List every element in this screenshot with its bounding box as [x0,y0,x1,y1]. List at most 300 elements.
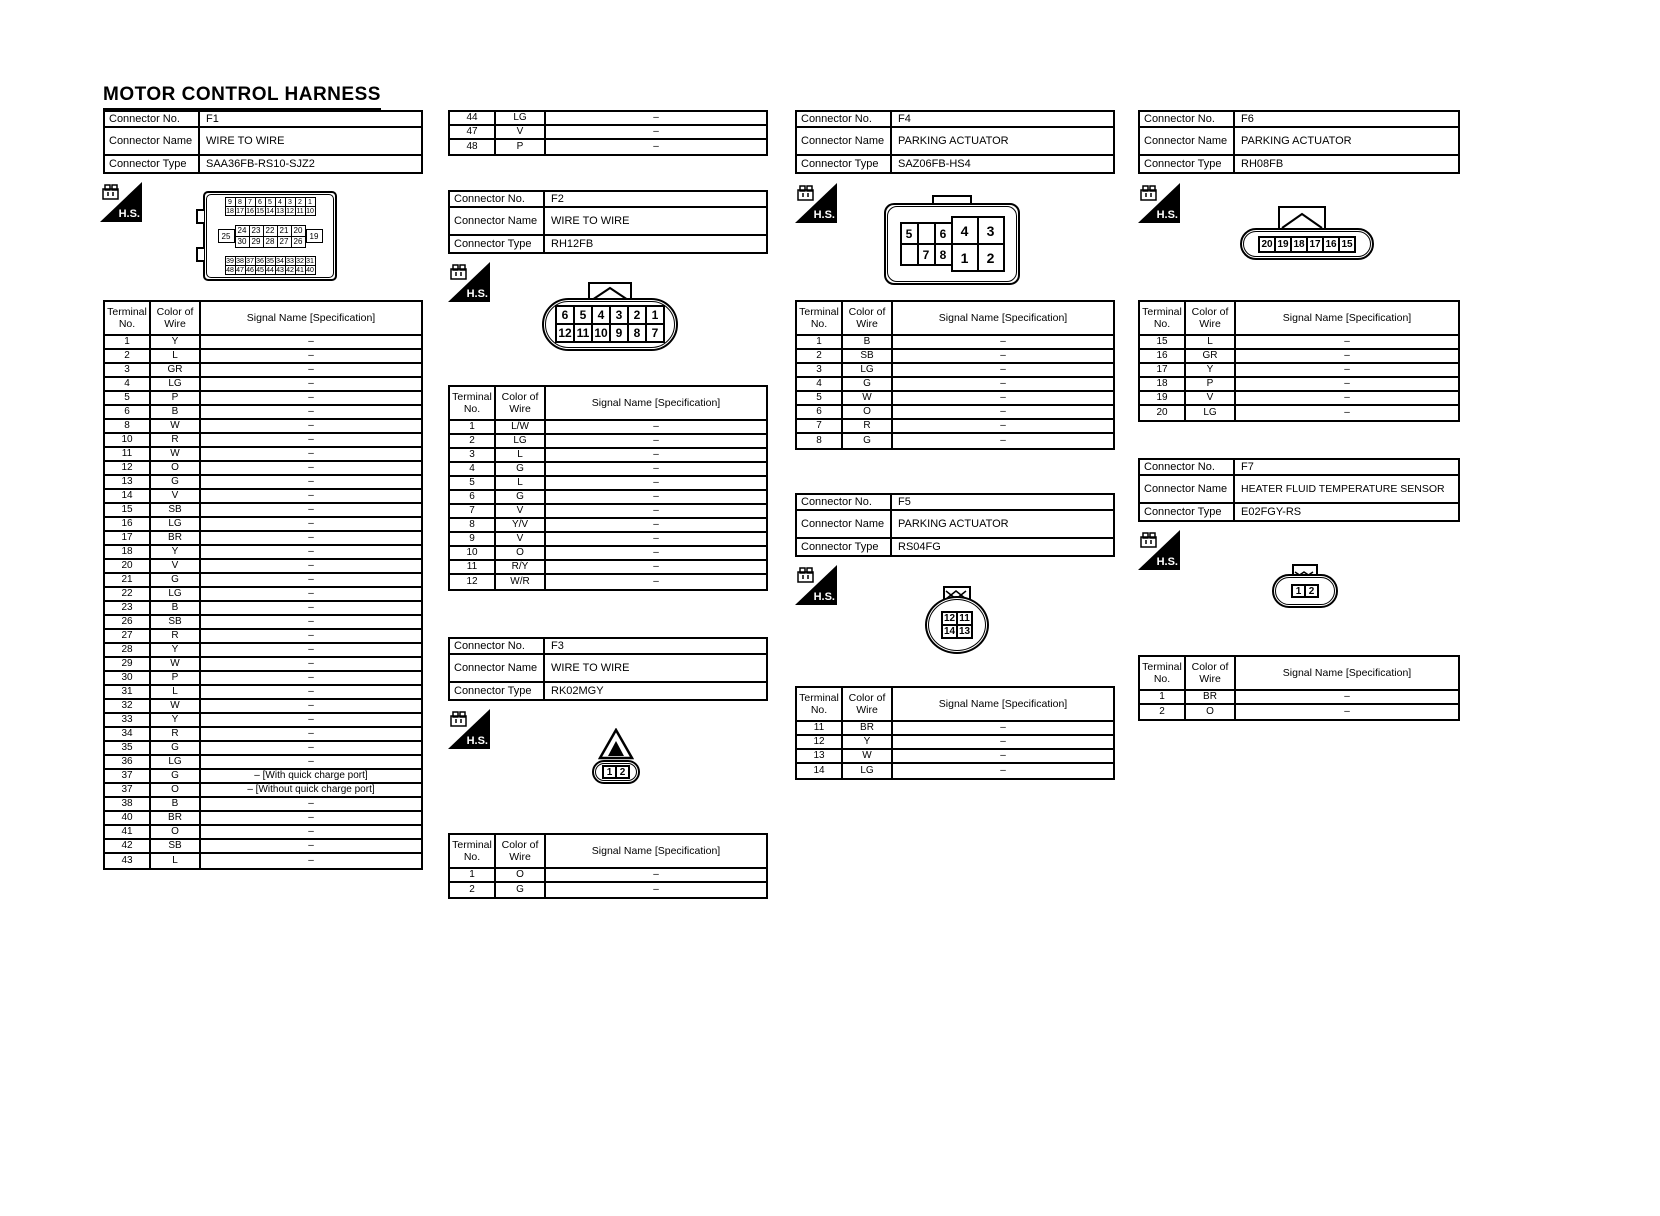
pin-row [544,305,676,325]
wire-color-cell: G [843,378,893,390]
signal-name-header: Signal Name [Specification] [591,397,721,409]
terminal-table-header [797,688,1113,722]
pin-cell: 2 [1304,584,1319,598]
connector-name-row [450,655,766,683]
terminal-table-header [450,387,766,421]
terminal-no-cell: 7 [450,505,496,517]
terminal-no-cell: 15 [105,504,151,516]
pin-cell: 19 [1274,236,1292,253]
terminal-no-cell: 3 [105,364,151,376]
signal-name-cell: – [308,518,314,529]
terminal-no-cell: 6 [797,406,843,418]
pin-cell: 26 [291,236,306,248]
terminal-no-header: Terminal No. [1140,657,1186,689]
connector-no-row [797,112,1113,128]
connector-name-value: PARKING ACTUATOR [1241,135,1352,147]
pin-cell: 16 [1322,236,1340,253]
pin-cell: 39 [226,257,234,265]
terminal-no-cell: 4 [797,378,843,390]
connector-no-row [450,192,766,208]
table-row [450,140,766,154]
wire-color-cell: O [1186,705,1236,719]
signal-name-cell: – [653,435,659,446]
connector-type-value: E02FGY-RS [1241,506,1302,518]
wire-color-cell: LG [843,764,893,778]
terminal-no-cell: 6 [105,406,151,418]
terminal-no-cell: 33 [105,714,151,726]
pin-cell: 44 [266,266,274,274]
wire-color-cell: G [496,463,546,475]
pin-cell: 17 [1306,236,1324,253]
terminal-no-cell: 36 [105,756,151,768]
wire-color-cell: BR [151,812,201,824]
terminal-no-header: Terminal No. [797,688,843,720]
connector-body [925,596,989,654]
pin-grid [1291,584,1319,598]
wire-color-cell: G [151,742,201,754]
terminal-no-cell: 42 [105,840,151,852]
connector-glyph-icon [796,566,818,584]
wire-color-cell: R/Y [496,561,546,573]
table-row [797,736,1113,750]
table-row [105,784,421,798]
signal-name-cell: – [1000,750,1006,761]
table-row [105,672,421,686]
connector-type-label: Connector Type [450,236,545,252]
terminal-table-body [105,336,421,868]
signal-name-cell: – [653,884,659,895]
hs-label: H.S. [1156,209,1178,221]
terminal-table-body [1140,691,1458,719]
wire-color-cell: R [151,728,201,740]
connector-type-label: Connector Type [105,156,200,172]
terminal-table-body [450,869,766,897]
wire-color-cell: W [151,448,201,460]
hs-label: H.S. [813,591,835,603]
connector-body [542,298,678,351]
pin-grid [594,765,638,779]
pin-cell: 5 [573,305,593,325]
terminal-no-cell: 8 [105,420,151,432]
connector-no-value: F3 [551,640,564,652]
terminal-no-cell: 18 [1140,378,1186,390]
connector-info-f3 [448,637,768,701]
connector-no-label: Connector No. [797,112,892,126]
signal-name-cell: – [308,840,314,851]
connector-type-value: RH08FB [1241,158,1284,170]
connector-glyph-icon [449,263,471,281]
pin-cell: 2 [615,765,630,779]
table-row [450,421,766,435]
terminal-table-body [1140,336,1458,420]
table-row [797,350,1113,364]
connector-name-row [1140,476,1458,504]
table-row [450,449,766,463]
table-row [105,532,421,546]
table-row [105,462,421,476]
terminal-no-cell: 2 [450,435,496,447]
signal-name-cell: – [653,112,659,123]
table-row [1140,378,1458,392]
connector-no-row [450,639,766,655]
wire-color-cell: L [151,854,201,868]
connector-body [1240,228,1374,260]
connector-info-f2 [448,190,768,254]
wire-color-cell: BR [843,722,893,734]
terminal-no-header: Terminal No. [105,302,151,334]
table-row [450,883,766,897]
wire-color-cell: SB [151,840,201,852]
connector-no-label: Connector No. [1140,460,1235,474]
pin-row [951,216,1005,245]
pin-grid-middle [218,225,323,248]
wire-color-cell: SB [843,350,893,362]
signal-name-cell: – [653,576,659,587]
arrow-up-icon [598,728,634,760]
terminal-no-cell: 26 [105,616,151,628]
wire-color-cell: LG [496,112,546,124]
connector-name-row [797,128,1113,156]
pin-cell: 16 [246,207,254,215]
terminal-table-f3 [448,833,768,899]
signal-name-cell: – [308,434,314,445]
connector-info-f5 [795,493,1115,557]
signal-name-cell: – [308,532,314,543]
terminal-no-header: Terminal No. [450,387,496,419]
pin-cell: 1 [602,765,617,779]
terminal-no-cell: 4 [105,378,151,390]
terminal-no-header: Terminal No. [450,835,496,867]
signal-name-header: Signal Name [Specification] [938,312,1068,324]
terminal-no-cell: 1 [105,336,151,348]
signal-name-cell: – [308,602,314,613]
connector-pinout-f7 [1272,564,1338,610]
pin-cell: 14 [941,624,958,639]
wire-color-cell: P [1186,378,1236,390]
wire-color-cell: LG [151,756,201,768]
wire-color-cell: P [151,672,201,684]
signal-name-cell: – [308,630,314,641]
hs-logo-icon [795,565,837,605]
connector-name-row [450,208,766,236]
table-row [797,392,1113,406]
pin-cell: 7 [645,323,665,343]
pin-cell: 6 [555,305,575,325]
pin-cell: 42 [286,266,294,274]
pin-cell: 35 [266,257,274,265]
table-row [105,644,421,658]
wire-color-cell: G [151,476,201,488]
table-row [105,336,421,350]
wire-color-cell: O [151,826,201,838]
signal-name-cell: – [With quick charge port] [254,770,368,781]
connector-name-value: PARKING ACTUATOR [898,135,1009,147]
terminal-no-cell: 23 [105,602,151,614]
terminal-no-cell: 12 [450,575,496,589]
pin-cell: 8 [934,243,953,266]
connector-no-label: Connector No. [1140,112,1235,126]
table-row [105,476,421,490]
table-row [450,869,766,883]
terminal-no-cell: 21 [105,574,151,586]
connector-type-row [450,236,766,252]
table-row [1140,691,1458,705]
terminal-no-cell: 15 [1140,336,1186,348]
terminal-no-cell: 31 [105,686,151,698]
signal-name-cell: – [308,490,314,501]
terminal-no-cell: 19 [1140,392,1186,404]
signal-name-cell: – [1000,765,1006,776]
pin-cell: 34 [276,257,284,265]
pin-row [544,323,676,343]
signal-name-cell: – [653,533,659,544]
wire-color-cell: W [151,658,201,670]
signal-name-cell: – [308,378,314,389]
pin-cell: 13 [276,207,284,215]
connector-type-row [797,539,1113,555]
connector-body [884,203,1020,285]
signal-name-cell: – [653,519,659,530]
pin-cell: 19 [306,229,323,243]
connector-pinout-f3 [586,728,646,788]
pin-cell: 1 [305,197,316,207]
pin-cell: 36 [256,257,264,265]
connector-side-tab [196,209,204,224]
signal-name-cell: – [308,462,314,473]
terminal-no-cell: 8 [450,519,496,531]
table-row [105,378,421,392]
signal-name-cell: – [1000,420,1006,431]
terminal-no-cell: 5 [797,392,843,404]
connector-no-row [797,495,1113,511]
terminal-no-cell: 20 [105,560,151,572]
terminal-no-header: Terminal No. [1140,302,1186,334]
terminal-table-header [105,302,421,336]
signal-name-cell: – [1000,392,1006,403]
terminal-table-header [450,835,766,869]
pin-cell: 37 [246,257,254,265]
signal-name-cell: – [308,728,314,739]
pin-cell: 11 [956,611,973,626]
table-row [105,434,421,448]
wire-color-cell: G [151,770,201,782]
signal-name-cell: – [308,826,314,837]
hs-label: H.S. [1156,556,1178,568]
pin-cell: 10 [306,207,314,215]
wire-color-cell: L [1186,336,1236,348]
connector-type-row [797,156,1113,172]
wire-color-cell: B [151,798,201,810]
wire-color-cell: SB [151,504,201,516]
signal-name-cell: – [308,855,314,866]
terminal-table-f5 [795,686,1115,780]
pin-row [900,243,953,266]
wire-color-cell: O [151,462,201,474]
table-row [797,364,1113,378]
pin-grid-bottom [225,256,316,275]
pin-cell: 33 [286,257,294,265]
terminal-table-body [797,722,1113,778]
wire-color-cell: L [151,686,201,698]
pin-cell: 4 [275,197,286,207]
table-row [105,756,421,770]
wire-color-cell: SB [151,616,201,628]
wire-color-cell: LG [1186,406,1236,420]
pin-cell: 1 [1291,584,1306,598]
hs-logo-icon [795,183,837,223]
wire-color-cell: BR [151,532,201,544]
wire-color-cell: O [496,869,546,881]
pin-grid [544,305,676,343]
pin-cell: 31 [306,257,314,265]
pin-cell: 11 [573,323,593,343]
connector-pinout-f4 [884,195,1020,285]
signal-name-cell: – [308,392,314,403]
table-row [450,519,766,533]
terminal-table-header [1140,657,1458,691]
table-row [450,463,766,477]
wire-color-cell: L/W [496,421,546,433]
table-row [105,798,421,812]
signal-name-cell: – [1344,350,1350,361]
pin-cell: 29 [249,236,264,248]
connector-no-row [105,112,421,128]
color-of-wire-header: Color of Wire [1186,302,1236,334]
wire-color-cell: Y/V [496,519,546,531]
terminal-no-cell: 22 [105,588,151,600]
table-row [105,854,421,868]
pin-row [900,222,953,245]
signal-name-cell: – [653,421,659,432]
terminal-no-cell: 44 [450,112,496,124]
terminal-no-cell: 32 [105,700,151,712]
pin-cell: 10 [591,323,611,343]
wire-color-cell: O [496,547,546,559]
table-row [105,350,421,364]
wire-color-cell: O [843,406,893,418]
hs-label: H.S. [466,735,488,747]
terminal-no-cell: 37 [105,770,151,782]
table-row [105,560,421,574]
terminal-no-cell: 1 [450,869,496,881]
wire-color-cell: Y [843,736,893,748]
pin-cell: 2 [295,197,306,207]
pin-grid [1258,236,1356,253]
color-of-wire-header: Color of Wire [843,302,893,334]
connector-glyph-icon [796,184,818,202]
connector-glyph-icon [449,710,471,728]
table-row [105,588,421,602]
pin-cell: 3 [609,305,629,325]
wire-color-cell: LG [496,435,546,447]
wire-color-cell: V [1186,392,1236,404]
pin-cell: 18 [226,207,234,215]
signal-name-cell: – [1000,350,1006,361]
terminal-no-cell: 2 [797,350,843,362]
wire-color-cell: G [496,491,546,503]
pin-row [235,236,306,248]
connector-name-label: Connector Name [797,128,892,154]
wire-color-cell: B [151,602,201,614]
wire-color-cell: B [151,406,201,418]
table-row [1140,364,1458,378]
signal-name-cell: – [653,491,659,502]
signal-name-cell: – [653,126,659,137]
terminal-table-f4 [795,300,1115,450]
signal-name-cell: – [308,644,314,655]
terminal-no-cell: 1 [797,336,843,348]
signal-name-cell: – [308,672,314,683]
pin-cell: 4 [591,305,611,325]
signal-name-cell: – [653,561,659,572]
terminal-no-cell: 1 [1140,691,1186,703]
pin-cell: 3 [977,216,1005,245]
signal-name-header: Signal Name [Specification] [1282,667,1412,679]
connector-pinout-f1 [203,191,337,281]
table-row [450,126,766,140]
pin-row [225,265,316,275]
terminal-no-cell: 17 [105,532,151,544]
pin-row [225,206,316,216]
terminal-no-cell: 5 [450,477,496,489]
terminal-table-body [797,336,1113,448]
pin-cell: 3 [285,197,296,207]
terminal-no-cell: 43 [105,854,151,868]
connector-type-value: RH12FB [551,238,594,250]
connector-name-value: WIRE TO WIRE [206,135,285,147]
terminal-table-f2 [448,385,768,591]
terminal-no-cell: 13 [105,476,151,488]
table-row [105,574,421,588]
wire-color-cell: R [151,630,201,642]
terminal-no-cell: 10 [450,547,496,559]
pin-grid-left [900,222,953,266]
table-row [105,420,421,434]
wire-color-cell: LG [843,364,893,376]
pin-cell: 11 [296,207,304,215]
wire-color-cell: Y [151,546,201,558]
pin-cell: 6 [255,197,266,207]
signal-name-cell: – [308,364,314,375]
table-row [1140,392,1458,406]
table-row [105,770,421,784]
terminal-no-cell: 1 [450,421,496,433]
wire-color-cell: V [496,505,546,517]
table-row [797,336,1113,350]
connector-glyph-icon [1139,531,1161,549]
terminal-table-f7 [1138,655,1460,721]
connector-type-row [1140,504,1458,520]
connector-name-label: Connector Name [1140,476,1235,502]
terminal-no-cell: 13 [797,750,843,762]
table-row [1140,705,1458,719]
wire-color-cell: GR [1186,350,1236,362]
table-row [450,505,766,519]
pin-cell: 24 [235,225,250,237]
wire-color-cell: LG [151,518,201,530]
wire-color-cell: GR [151,364,201,376]
connector-type-row [450,683,766,699]
table-row [105,714,421,728]
terminal-no-cell: 14 [105,490,151,502]
pin-cell: 15 [256,207,264,215]
signal-name-cell: – [308,616,314,627]
signal-name-header: Signal Name [Specification] [938,698,1068,710]
pin-cell: 7 [917,243,936,266]
signal-name-cell: – [308,420,314,431]
signal-name-cell: – [308,574,314,585]
table-row [105,546,421,560]
